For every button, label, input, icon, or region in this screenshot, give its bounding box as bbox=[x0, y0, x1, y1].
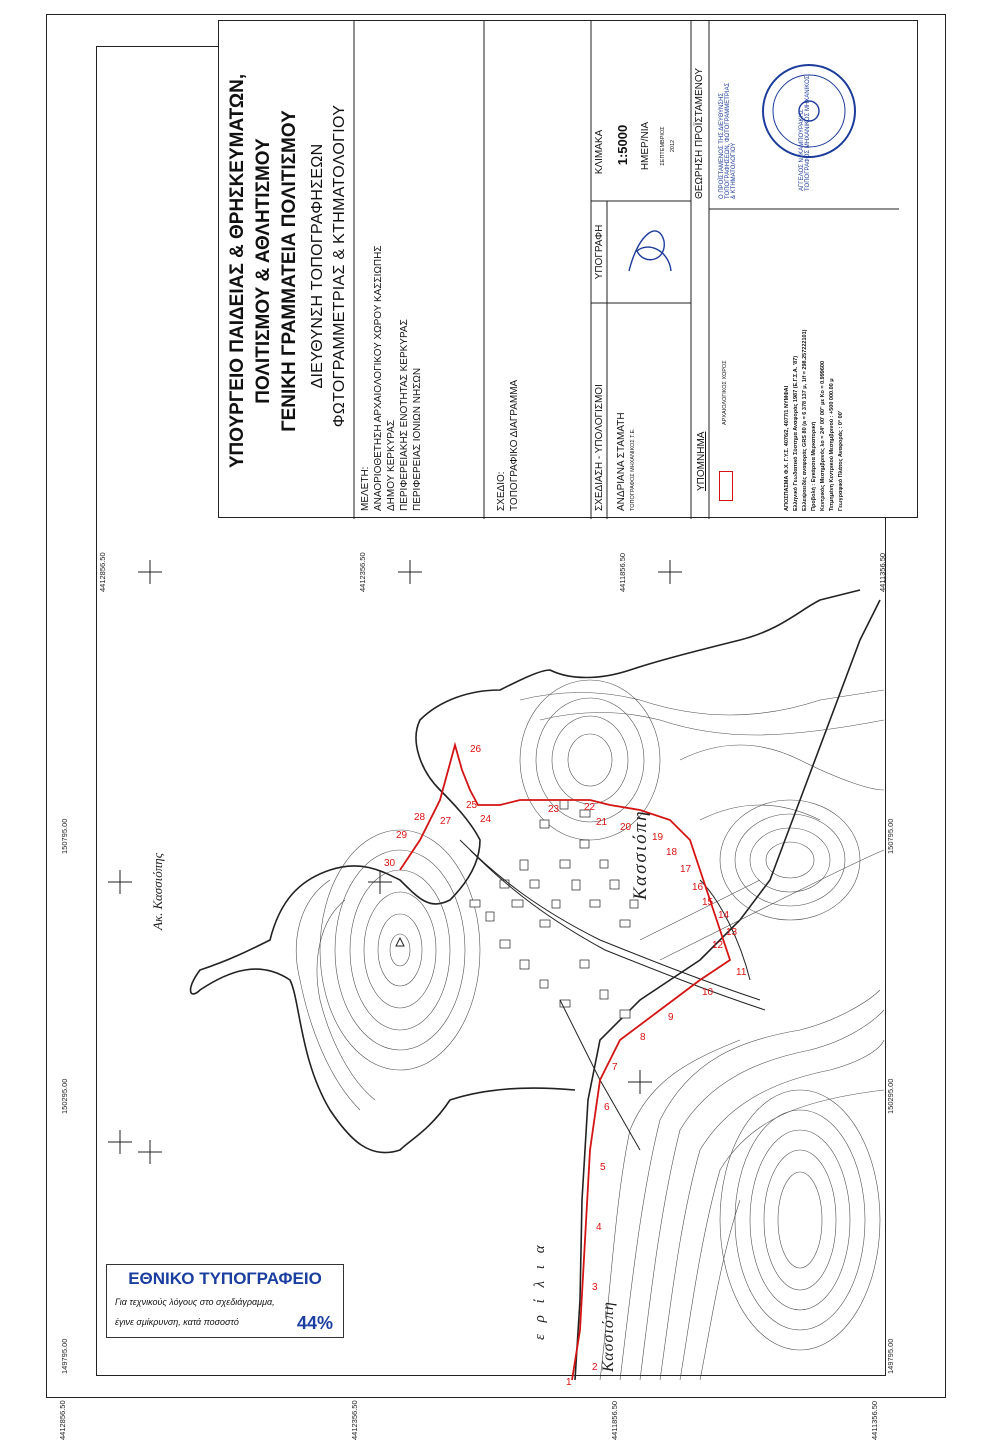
stamp-line: ΑΓΓΕΛΟΣ Ν. ΚΑΜΠΟΥΡΑΚΗΣ bbox=[799, 109, 805, 191]
boundary-point-label: 6 bbox=[604, 1102, 610, 1113]
ministry-line: ΠΟΛΙΤΙΣΜΟΥ & ΑΘΛΗΤΙΣΜΟΥ bbox=[253, 138, 274, 404]
village-buildings bbox=[470, 800, 638, 1018]
ministry-header bbox=[225, 31, 303, 511]
boundary-point-label: 20 bbox=[620, 822, 632, 833]
date-header: ΗΜΕΡ/ΝΙΑ bbox=[640, 121, 651, 171]
signature-mark bbox=[619, 211, 679, 291]
ethniko-line: Για τεχνικούς λόγους στο σχεδιάγραμμα, bbox=[115, 1297, 275, 1307]
boundary-point-label: 3 bbox=[592, 1282, 598, 1293]
stamp-line: Ο ΠΡΟΪΣΤΑΜΕΝΟΣ ΤΗΣ ΔΙΕΥΘΥΝΣΗΣ bbox=[719, 92, 725, 199]
sea-name: ε ρ ί λ ι α bbox=[532, 1241, 548, 1340]
study-line: ΑΝΑΟΡΙΟΘΕΤΗΣΗ ΑΡΧΑΙΟΛΟΓΙΚΟΥ ΧΩΡΟΥ ΚΑΣΣΙΩΠΗΣ bbox=[373, 245, 384, 511]
geodetic-line: Προβολή : Εγκάρσια Μερκατορική bbox=[811, 421, 817, 511]
design-header: ΣΧΕΔΙΑΣΗ - ΥΠΟΛΟΓΙΣΜΟΙ bbox=[594, 384, 605, 511]
geodetic-line: Ελλειψοειδές αναφοράς GRS 80 (a = 6 378 137 μ, 1/f = 298.257222101) bbox=[802, 329, 808, 511]
signature-header: ΥΠΟΓΡΑΦΗ bbox=[594, 224, 605, 280]
stamp-text bbox=[719, 39, 737, 199]
boundary-point-label: 22 bbox=[584, 802, 596, 813]
geodetic-line: Κεντρικός Μεσημβρινός λο = 24° 00' 00'' με Κο = 0.999600 bbox=[820, 360, 826, 511]
archaeological-boundary bbox=[400, 745, 730, 1380]
coord-label-right: 150295.00 bbox=[886, 1078, 895, 1114]
boundary-point-label: 21 bbox=[596, 817, 608, 828]
coord-label-top: 4411356.50 bbox=[878, 552, 887, 592]
coord-label-right: 150795.00 bbox=[886, 818, 895, 854]
boundary-point-label: 25 bbox=[466, 800, 478, 811]
ethniko-typografeio-notice bbox=[106, 1264, 344, 1338]
stamp-signatory bbox=[799, 31, 811, 191]
boundary-point-label: 8 bbox=[640, 1032, 646, 1043]
coord-label-left: 150795.00 bbox=[60, 818, 69, 854]
date-month: ΣΕΠΤΕΜΒΡΙΟΣ bbox=[660, 126, 666, 166]
boundary-point-label: 12 bbox=[712, 940, 724, 951]
department-line: ΔΙΕΥΘΥΝΣΗ ΤΟΠΟΓΡΑΦΗΣΕΩΝ bbox=[309, 143, 326, 389]
contour-lines bbox=[296, 680, 884, 1380]
approval-header: ΘΕΩΡΗΣΗ ΠΡΟΪΣΤΑΜΕΝΟΥ bbox=[694, 67, 705, 199]
ministry-line: ΓΕΝΙΚΗ ΓΡΑΜΜΑΤΕΙΑ ΠΟΛΙΤΙΣΜΟΥ bbox=[279, 110, 300, 432]
stamp-line: & ΚΤΗΜΑΤΟΛΟΓΙΟΥ bbox=[731, 142, 737, 199]
boundary-point-label: 26 bbox=[470, 744, 482, 755]
designer-title: ΤΟΠΟΓΡΑΦΟΣ ΜΗΧΑΝΙΚΟΣ Τ.Ε. bbox=[630, 428, 636, 511]
boundary-point-label: 4 bbox=[596, 1222, 602, 1233]
title-block bbox=[218, 20, 918, 518]
legend-header: ΥΠΟΜΝΗΜΑ bbox=[696, 431, 707, 491]
boundary-point-label: 5 bbox=[600, 1162, 606, 1173]
boundary-point-label: 17 bbox=[680, 864, 692, 875]
coord-label-right: 149795.00 bbox=[886, 1338, 895, 1374]
study-line: ΔΗΜΟΥ ΚΕΡΚΥΡΑΣ bbox=[386, 419, 397, 511]
town-name-upper: Κασσιόπη bbox=[630, 809, 651, 900]
coord-label-left: 150295.00 bbox=[60, 1078, 69, 1114]
coord-label-bottom: 4412856.50 bbox=[58, 1400, 67, 1440]
study-section bbox=[359, 201, 424, 511]
stamp-line: ΤΟΠΟΓΡΑΦΟΣ ΜΗΧΑΝΙΚΟΣ ΜΗΧΑΝΙΚΟΣ bbox=[805, 75, 811, 191]
drawing-label: ΣΧΕΔΙΟ: bbox=[496, 471, 507, 511]
trig-point bbox=[396, 938, 404, 946]
department-line: ΦΩΤΟΓΡΑΜΜΕΤΡΙΑΣ & ΚΤΗΜΑΤΟΛΟΓΙΟΥ bbox=[331, 104, 348, 428]
geodetic-info bbox=[783, 201, 846, 511]
geodetic-line: ΑΠΟΣΠΑΣΜΑ Φ.Χ. Γ.Υ.Σ. 4076/2, 4077/1 ΝΥΜΦΑΙ bbox=[784, 385, 790, 511]
ethniko-line: έγινε σμίκρυνση, κατά ποσοστό bbox=[115, 1317, 239, 1327]
boundary-point-label: 29 bbox=[396, 830, 408, 841]
drawing-section bbox=[495, 231, 521, 511]
scale-header: ΚΛΙΜΑΚΑ bbox=[594, 129, 605, 175]
coord-label-top: 4412356.50 bbox=[358, 552, 367, 592]
boundary-point-labels bbox=[384, 744, 747, 1388]
geodetic-line: Ελληνικό Γεωδαιτικό Σύστημα Αναφοράς 1987 (Ε.Γ.Σ.Α. '87) bbox=[793, 355, 799, 511]
drawing-value: ΤΟΠΟΓΡΑΦΙΚΟ ΔΙΑΓΡΑΜΜΑ bbox=[509, 379, 520, 511]
boundary-point-label: 27 bbox=[440, 816, 452, 827]
scale-value: 1:5000 bbox=[615, 124, 630, 166]
boundary-point-label: 30 bbox=[384, 858, 396, 869]
boundary-point-label: 24 bbox=[480, 814, 492, 825]
town-name-lower: Κασσιόπη bbox=[600, 1301, 617, 1372]
boundary-point-label: 19 bbox=[652, 832, 664, 843]
boundary-point-label: 9 bbox=[668, 1012, 674, 1023]
geodetic-line: Γεωγραφικό Πλάτος Αναφοράς : 0° 00' bbox=[838, 410, 844, 511]
legend-boundary-symbol bbox=[719, 471, 733, 501]
ministry-line: ΥΠΟΥΡΓΕΙΟ ΠΑΙΔΕΙΑΣ & ΘΡΗΣΚΕΥΜΑΤΩΝ, bbox=[227, 73, 248, 469]
coord-label-bottom: 4411856.50 bbox=[610, 1400, 619, 1440]
department-header bbox=[307, 31, 351, 501]
boundary-point-label: 10 bbox=[702, 987, 714, 998]
study-label: ΜΕΛΕΤΗ: bbox=[360, 466, 371, 511]
coord-label-bottom: 4411356.50 bbox=[870, 1400, 879, 1440]
coord-label-top: 4411856.50 bbox=[618, 552, 627, 592]
date-year: 2012 bbox=[670, 139, 676, 153]
coord-label-left: 149795.00 bbox=[60, 1338, 69, 1374]
boundary-point-label: 15 bbox=[702, 897, 714, 908]
coord-label-bottom: 4412356.50 bbox=[350, 1400, 359, 1440]
ethniko-percent: 44% bbox=[296, 1313, 333, 1333]
boundary-point-label: 18 bbox=[666, 847, 678, 858]
boundary-point-label: 23 bbox=[548, 804, 560, 815]
boundary-point-label: 2 bbox=[592, 1362, 598, 1373]
study-line: ΠΕΡΙΦΕΡΕΙΑΣ ΙΟΝΙΩΝ ΝΗΣΩΝ bbox=[412, 367, 423, 511]
boundary-point-label: 1 bbox=[566, 1377, 572, 1388]
ethniko-title: ΕΘΝΙΚΟ ΤΥΠΟΓΡΑΦΕΙΟ bbox=[128, 1269, 322, 1288]
boundary-point-label: 7 bbox=[612, 1062, 618, 1073]
boundary-point-label: 11 bbox=[736, 967, 747, 978]
legend-item-label: ΑΡΧΑΙΟΛΟΓΙΚΟΣ ΧΩΡΟΣ bbox=[722, 360, 728, 425]
boundary-point-label: 14 bbox=[718, 910, 730, 921]
coord-label-top: 4412856.50 bbox=[98, 552, 107, 592]
study-line: ΠΕΡΙΦΕΡΕΙΑΚΗΣ ΕΝΟΤΗΤΑΣ ΚΕΡΚΥΡΑΣ bbox=[399, 319, 410, 511]
cape-name: Ακ. Κασσιόπης bbox=[150, 853, 165, 930]
stamp-line: ΤΟΠΟΓΡΑΦΗΣΕΩΝ, ΦΩΤΟΓΡΑΜΜΕΤΡΙΑΣ bbox=[725, 82, 731, 199]
boundary-point-label: 16 bbox=[692, 882, 704, 893]
boundary-point-label: 28 bbox=[414, 812, 426, 823]
boundary-point-label: 13 bbox=[726, 927, 738, 938]
designer-name: ΑΝΔΡΙΑΝΑ ΣΤΑΜΑΤΗ bbox=[616, 412, 627, 511]
geodetic-line: Τετμημένη Κεντρικού Μεσημβρινού : +500 000.00 μ bbox=[829, 378, 835, 511]
